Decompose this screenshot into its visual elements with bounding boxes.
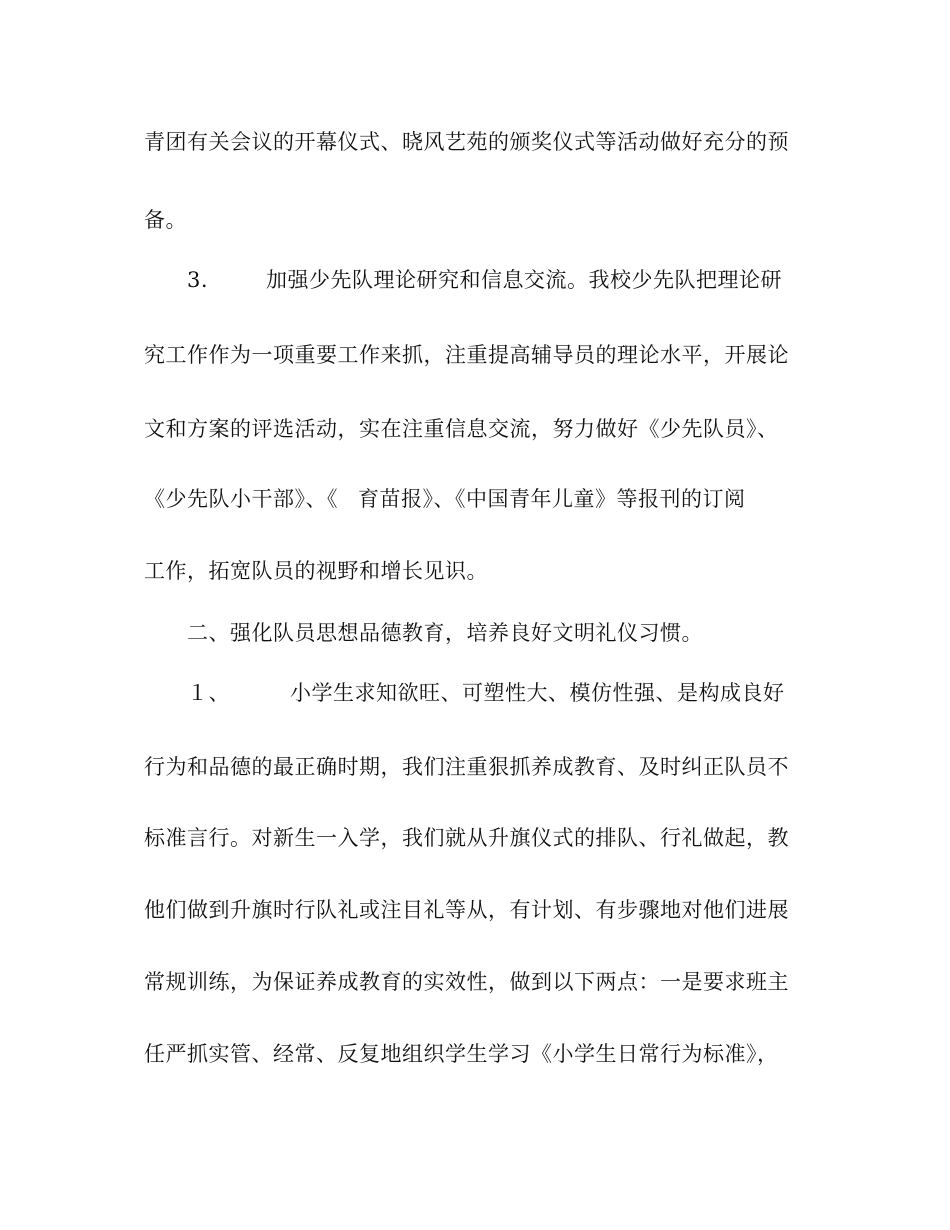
- numbered-paragraph-line: [187, 679, 847, 707]
- paragraph-text: 小学生求知欲旺、可塑性大、模仿性强、是构成良好: [290, 681, 785, 705]
- paragraph-line: 青团有关会议的开幕仪式、晓风艺苑的颁奖仪式等活动做好充分的预: [144, 130, 789, 154]
- section-heading: 二、强化队员思想品德教育，培养良好文明礼仪习惯。: [187, 621, 703, 645]
- paragraph-line: 备。: [144, 208, 187, 232]
- paragraph-line: 他们做到升旗时行队礼或注目礼等从，有计划、有步骤地对他们进展: [144, 898, 789, 922]
- paragraph-line: 任严抓实管、经常、反复地组织学生学习《小学生日常行为标准》，: [144, 1042, 779, 1066]
- item-number: 3.: [187, 268, 209, 292]
- paragraph-text: 加强少先队理论研究和信息交流。我校少先队把理论研: [266, 268, 783, 292]
- item-number: １、: [187, 681, 230, 705]
- paragraph-line: 工作，拓宽队员的视野和增长见识。: [144, 559, 488, 583]
- paragraph-text: 育苗报》、《中国青年儿童》等报刊的订阅: [358, 487, 746, 511]
- paragraph-text: 《少先队小干部》、《: [144, 487, 338, 511]
- paragraph-line: [144, 485, 804, 513]
- paragraph-line: 常规训练，为保证养成教育的实效性，做到以下两点：一是要求班主: [144, 970, 789, 994]
- paragraph-line: 文和方案的评选活动，实在注重信息交流，努力做好《少先队员》、: [144, 417, 779, 441]
- numbered-paragraph-line: [187, 266, 847, 294]
- paragraph-line: 究工作作为一项重要工作来抓，注重提高辅导员的理论水平，开展论: [144, 343, 789, 367]
- paragraph-line: 标准言行。对新生一入学，我们就从升旗仪式的排队、行礼做起，教: [144, 826, 789, 850]
- paragraph-line: 行为和品德的最正确时期，我们注重狠抓养成教育、及时纠正队员不: [144, 755, 789, 779]
